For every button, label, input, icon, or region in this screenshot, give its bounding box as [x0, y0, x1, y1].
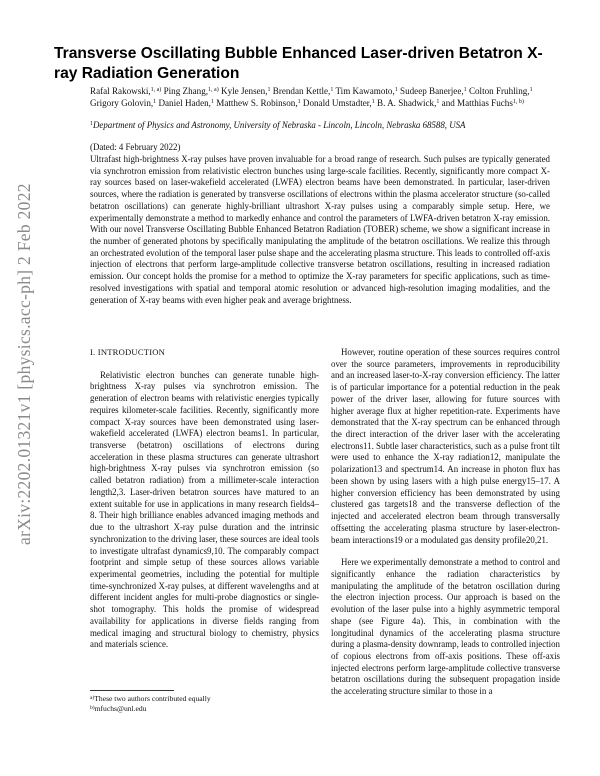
left-column	[90, 347, 319, 651]
footnote-2[interactable]	[90, 704, 320, 714]
affiliation-mark: 1	[90, 121, 93, 127]
author	[303, 98, 375, 108]
author-name: Brendan Kettle,	[272, 86, 331, 96]
affiliation-text: Department of Physics and Astronomy, University of Nebraska - Lincoln, Lincoln, Nebraska 68588, USA	[93, 120, 466, 130]
author	[158, 98, 214, 108]
author	[377, 98, 439, 108]
author-affiliation: 1	[529, 87, 533, 93]
date-line: (Dated: 4 February 2022)	[90, 142, 181, 152]
author	[273, 86, 334, 96]
footnote-text: These two authors contributed equally	[94, 694, 211, 703]
paper-title: Transverse Oscillating Bubble Enhanced Laser-driven Betatron X-ray Radiation Generation	[54, 45, 543, 82]
author	[335, 86, 397, 96]
affiliation	[90, 118, 550, 131]
author-name: B. A. Shadwick,	[377, 98, 437, 109]
author-affiliation: 1, b)	[512, 99, 524, 106]
author	[221, 86, 270, 96]
right-column	[331, 347, 560, 698]
footnote-mark: b)	[90, 704, 95, 711]
section-heading: I. INTRODUCTION	[90, 347, 166, 357]
author-affiliation: 1	[330, 87, 334, 93]
author	[90, 98, 156, 108]
author-name: Colton Fruhling,	[468, 86, 530, 96]
footnote-email-link[interactable]: mfuchs@unl.edu	[94, 703, 147, 713]
author-affiliation: 1, a)	[150, 87, 162, 93]
author-name: Tim Kawamoto,	[335, 86, 395, 96]
author-affiliation: 1, a)	[208, 87, 219, 93]
author-affiliation: 1	[394, 87, 398, 93]
author-affiliation: 1	[210, 99, 214, 106]
author-name: Grigory Golovin,	[90, 98, 154, 109]
author-list	[90, 85, 552, 110]
author-affiliation: 1	[463, 87, 467, 93]
author-name: Daniel Haden,	[158, 98, 211, 109]
author-name: Rafal Rakowski,	[90, 86, 151, 96]
author-name: Kyle Jensen,	[221, 86, 268, 96]
author-name: and Matthias Fuchs	[441, 98, 513, 109]
author-name: Donald Umstadter,	[302, 98, 372, 109]
author	[90, 86, 161, 96]
intro-paragraph-2: However, routine operation of these sources requires control over the source parameters, improvements in reproducibility and an increased laser-to-X-ray conversion efficiency. The latter is of particular importance for a potential reduction in the peak power of the driver laser, allowing for future sources with higher average flux at higher repetition-rate. Experiments have demonstrated that the X-ray spectrum can be enhanced through the direct interaction of the driver laser with the accelerating electrons11. Subtle laser characteristics, such as a pulse front tilt were used to enhance the X-ray radiation12, manipulate the polarization13 and spectrum14. An increase in photon flux has been shown by using lasers with a high pulse energy15–17. A higher conversion efficiency has been demonstrated by using clustered gas targets18 and the transverse deflection of the injected and accelerated electron beam through transversally offsetting the accelerating plasma structure by laser-electron-beam interactions19 or a modulated gas density profile20,21.	[331, 347, 560, 545]
author-affiliation: 1	[436, 99, 440, 106]
author	[442, 98, 524, 108]
intro-paragraph-1: Relativistic electron bunches can generate tunable high-brightness X-ray pulses via synchrotron emission. The generation of electron beams with relativistic energies typically requires kilometer-scale facilities. Recently, significantly more compact X-ray sources have been demonstrated using laser-wakefield accelerated (LWFA) electron beams1. In particular, transverse (betatron) oscillations of electrons during acceleration in these plasma structures can generate ultrashort high-brightness X-ray pulses via synchrotron emission (so called betatron radiation) from a millimeter-scale interaction length2,3. Laser-driven betatron sources have matured to an extent suitable for use in applications in many research fields4–8. Their high brilliance enables advanced imaging methods and due to the ultrashort X-ray pulse duration and the intrinsic synchronization to the driving laser, these sources are ideal tools to investigate ultrafast dynamics9,10. The comparably compact footprint and simple setup of these sources allows variable experimental geometries, including the potential for multiple time-synchronized X-ray pulses, at different wavelengths and at different incident angles for multi-probe diagnostics or single-shot tomography. This holds the promise of widespread availability for applications in diverse fields ranging from medical imaging and structural biology to chemistry, physics and materials science.	[90, 369, 319, 650]
author	[164, 86, 219, 96]
author-name: Ping Zhang,	[163, 86, 209, 96]
author	[469, 86, 533, 96]
footnotes	[90, 694, 320, 713]
author-affiliation: 1	[371, 99, 375, 106]
author-name: Matthew S. Robinson,	[216, 98, 298, 109]
abstract: Ultrafast high-brightness X-ray pulses have proven invaluable for a broad range of research. Such pulses are typically generated via synchrotron emission from relativistic electron bunches using large-scale facilities. Recently, significantly more compact X-ray sources based on laser-wakefield accelerated (LWFA) electron beams have been demonstrated. In particular, laser-driven sources, where the radiation is generated by transverse oscillations of electrons within the plasma accelerator structure (so-called betatron oscillations) can generate highly-brilliant ultrashort X-ray pulses using a comparably simple setup. Here, we experimentally demonstrate a method to markedly enhance and control the parameters of LWFA-driven betatron X-ray emission. With our novel Transverse Oscillating Bubble Enhanced Betatron Radiation (TOBER) scheme, we show a significant increase in the number of generated photons by specifically manipulating the amplitude of the betatron oscillations. We realize this through an orchestrated evolution of the temporal laser pulse shape and the accelerating plasma structure. This leads to controlled off-axis injection of electrons that perform large-amplitude collective transverse betatron oscillations, resulting in increased radiation emission. Our concept holds the promise for a method to optimize the X-ray parameters for specific applications, such as time-resolved investigations with spatial and temporal atomic resolution or advanced high-resolution imaging modalities, and the generation of X-ray beams with even higher peak and average brightness.	[90, 154, 550, 305]
author-affiliation: 1	[297, 99, 301, 106]
footnote-divider	[90, 690, 174, 691]
footnote-1	[90, 694, 320, 704]
footnote-mark: a)	[90, 695, 95, 701]
intro-paragraph-3: Here we experimentally demonstrate a method to control and significantly enhance the radiation characteristics by manipulating the amplitude of the betatron oscillation during the electron injection process. Our approach is based on the evolution of the laser pulse into a highly asymmetric temporal shape (see Figure 4a). This, in combination with the longitudinal dynamics of the accelerating plasma structure during a plasma-density downramp, leads to controlled injection of copious electrons from off-axis positions. These off-axis injected electrons perform large-amplitude collective transverse betatron oscillations during the subsequent propagation inside the accelerating structure similar to those in a	[331, 557, 560, 697]
author-affiliation: 1	[153, 99, 157, 106]
arxiv-identifier: arXiv:2202.01321v1 [physics.acc-ph] 2 Feb 2022	[14, 183, 34, 545]
author	[400, 86, 467, 96]
author	[216, 98, 300, 108]
author-name: Sudeep Banerjee,	[400, 86, 464, 96]
author-affiliation: 1	[267, 87, 271, 93]
